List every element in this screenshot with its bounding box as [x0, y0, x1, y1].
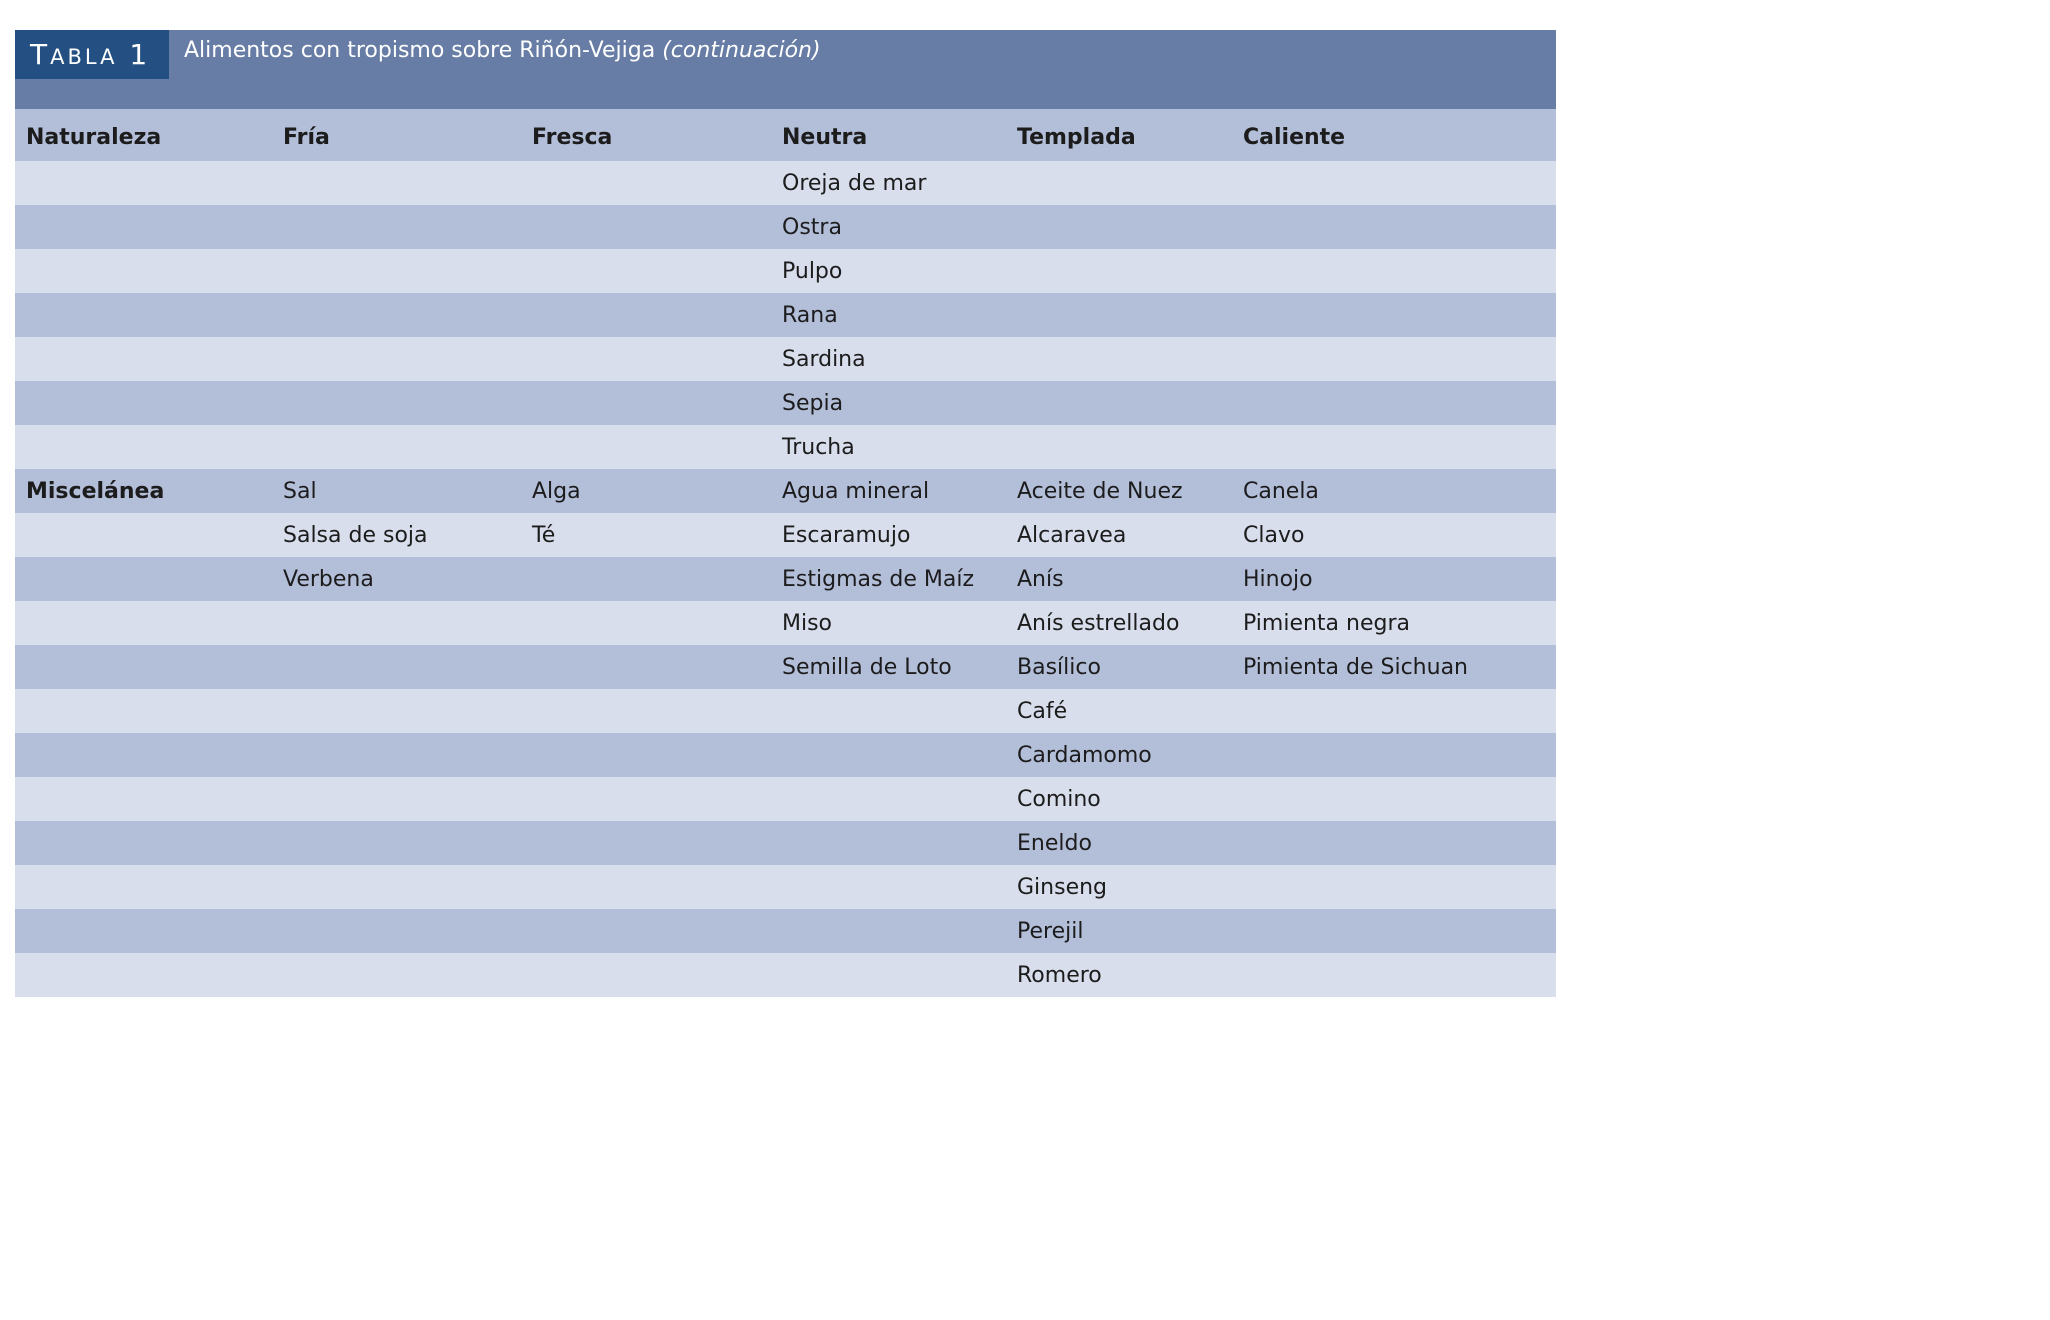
- table-row: [15, 777, 1556, 821]
- row-category-cell: [15, 601, 272, 645]
- table-row: [15, 161, 1556, 205]
- row-category-cell: [15, 513, 272, 557]
- table-cell: Romero: [1006, 953, 1232, 997]
- table-row: [15, 601, 1556, 645]
- table-cell: Sepia: [771, 381, 1006, 425]
- table-cell: [1232, 337, 1556, 381]
- table-cell: Alcaravea: [1006, 513, 1232, 557]
- table-cell: [272, 821, 521, 865]
- table-cell: [272, 601, 521, 645]
- table-cell: Rana: [771, 293, 1006, 337]
- table-cell: Cardamomo: [1006, 733, 1232, 777]
- table-cell: [1232, 953, 1556, 997]
- table-cell: [1006, 249, 1232, 293]
- table-row: [15, 733, 1556, 777]
- table-cell: [1006, 205, 1232, 249]
- table-cell: [272, 777, 521, 821]
- table-cell: [521, 821, 771, 865]
- table-cell: Canela: [1232, 469, 1556, 513]
- table-row: [15, 953, 1556, 997]
- row-category-cell: [15, 557, 272, 601]
- table-cell: [521, 953, 771, 997]
- table-cell: [272, 381, 521, 425]
- table-cell: [521, 293, 771, 337]
- table-cell: [521, 381, 771, 425]
- table-cell: [771, 953, 1006, 997]
- row-category-cell: [15, 733, 272, 777]
- table-cell: [272, 337, 521, 381]
- row-category-cell: [15, 689, 272, 733]
- table-cell: [272, 689, 521, 733]
- table-row: [15, 865, 1556, 909]
- table-cell: [521, 161, 771, 205]
- column-header: Fresca: [521, 109, 771, 161]
- table-cell: Pulpo: [771, 249, 1006, 293]
- row-category-cell: [15, 645, 272, 689]
- table-row: [15, 205, 1556, 249]
- table-tag-initial: T: [30, 38, 51, 71]
- table-cell: [1232, 249, 1556, 293]
- table-row: [15, 645, 1556, 689]
- row-category-cell: [15, 909, 272, 953]
- table-cell: [272, 733, 521, 777]
- table-row: [15, 689, 1556, 733]
- table-row: [15, 293, 1556, 337]
- table-cell: [1232, 777, 1556, 821]
- table-cell: [1232, 293, 1556, 337]
- table-cell: Verbena: [272, 557, 521, 601]
- table-cell: Sal: [272, 469, 521, 513]
- table-cell: [771, 865, 1006, 909]
- row-category-cell: Miscelánea: [15, 469, 272, 513]
- table-cell: Miso: [771, 601, 1006, 645]
- table-cell: Perejil: [1006, 909, 1232, 953]
- table-cell: Pimienta negra: [1232, 601, 1556, 645]
- table-cell: [272, 865, 521, 909]
- row-category-cell: [15, 953, 272, 997]
- row-category-cell: [15, 425, 272, 469]
- table-tag-word: ABLA: [50, 45, 118, 69]
- table-cell: [272, 205, 521, 249]
- table-number-tag: [15, 30, 169, 79]
- table-cell: [521, 777, 771, 821]
- table-cell: [521, 733, 771, 777]
- header-row: [15, 109, 1556, 161]
- table-cell: [272, 161, 521, 205]
- row-category-cell: [15, 865, 272, 909]
- table-cell: [1006, 161, 1232, 205]
- table-cell: [521, 557, 771, 601]
- table-cell: Pimienta de Sichuan: [1232, 645, 1556, 689]
- table-cell: [1232, 425, 1556, 469]
- table-row: [15, 557, 1556, 601]
- row-category-cell: [15, 381, 272, 425]
- table-cell: Café: [1006, 689, 1232, 733]
- table-cell: Aceite de Nuez: [1006, 469, 1232, 513]
- column-header: Caliente: [1232, 109, 1556, 161]
- row-category-cell: [15, 205, 272, 249]
- table-cell: [1232, 733, 1556, 777]
- table-cell: [771, 733, 1006, 777]
- table-cell: [771, 777, 1006, 821]
- table-cell: Trucha: [771, 425, 1006, 469]
- table-cell: Clavo: [1232, 513, 1556, 557]
- table-cell: Agua mineral: [771, 469, 1006, 513]
- table-cell: Ginseng: [1006, 865, 1232, 909]
- table-cell: Té: [521, 513, 771, 557]
- table-cell: Hinojo: [1232, 557, 1556, 601]
- column-header: Naturaleza: [15, 109, 272, 161]
- table-cell: Anís: [1006, 557, 1232, 601]
- row-category-cell: [15, 821, 272, 865]
- table-row: [15, 469, 1556, 513]
- row-category-cell: [15, 777, 272, 821]
- table-cell: [521, 689, 771, 733]
- table-cell: [771, 909, 1006, 953]
- table-caption-note: (continuación): [662, 38, 821, 63]
- row-category-cell: [15, 337, 272, 381]
- table-row: [15, 821, 1556, 865]
- table-cell: Eneldo: [1006, 821, 1232, 865]
- table-cell: [272, 293, 521, 337]
- table-cell: Semilla de Loto: [771, 645, 1006, 689]
- row-category-cell: [15, 293, 272, 337]
- table-caption-main: Alimentos con tropismo sobre Riñón-Vejiga: [184, 38, 663, 63]
- table-cell: [521, 645, 771, 689]
- table-cell: [521, 865, 771, 909]
- table-cell: [272, 249, 521, 293]
- table-cell: [1006, 293, 1232, 337]
- table-cell: [1232, 909, 1556, 953]
- table-cell: Oreja de mar: [771, 161, 1006, 205]
- table-cell: [521, 425, 771, 469]
- table-cell: [1232, 381, 1556, 425]
- table-cell: [272, 645, 521, 689]
- table-cell: [521, 337, 771, 381]
- table-cell: [771, 689, 1006, 733]
- table-cell: Escaramujo: [771, 513, 1006, 557]
- table-cell: [1232, 161, 1556, 205]
- table-cell: [1232, 689, 1556, 733]
- table-cell: Estigmas de Maíz: [771, 557, 1006, 601]
- table-tag-number: 1: [129, 38, 151, 71]
- table-cell: Basílico: [1006, 645, 1232, 689]
- table-cell: Comino: [1006, 777, 1232, 821]
- table-cell: Alga: [521, 469, 771, 513]
- table-row: [15, 513, 1556, 557]
- table-cell: [1006, 381, 1232, 425]
- table-cell: [272, 953, 521, 997]
- row-category-cell: [15, 161, 272, 205]
- table-cell: Sardina: [771, 337, 1006, 381]
- table-cell: Ostra: [771, 205, 1006, 249]
- table-caption: [184, 36, 821, 66]
- table-cell: [521, 249, 771, 293]
- table-cell: [1232, 205, 1556, 249]
- table-cell: [521, 601, 771, 645]
- table-cell: Salsa de soja: [272, 513, 521, 557]
- table-cell: [1232, 865, 1556, 909]
- table-cell: [521, 205, 771, 249]
- column-header: Neutra: [771, 109, 1006, 161]
- table-row: [15, 909, 1556, 953]
- column-header: Templada: [1006, 109, 1232, 161]
- table-cell: Anís estrellado: [1006, 601, 1232, 645]
- table-row: [15, 381, 1556, 425]
- table-cell: [521, 909, 771, 953]
- column-header: Fría: [272, 109, 521, 161]
- table-cell: [272, 909, 521, 953]
- table-row: [15, 337, 1556, 381]
- row-category-cell: [15, 249, 272, 293]
- food-table: [15, 30, 1556, 997]
- table-cell: [1006, 337, 1232, 381]
- food-grid: [15, 109, 1556, 997]
- table-row: [15, 249, 1556, 293]
- table-title-bar: [15, 30, 1556, 109]
- table-row: [15, 425, 1556, 469]
- table-body: [15, 161, 1556, 997]
- table-cell: [272, 425, 521, 469]
- table-cell: [1232, 821, 1556, 865]
- table-cell: [771, 821, 1006, 865]
- table-cell: [1006, 425, 1232, 469]
